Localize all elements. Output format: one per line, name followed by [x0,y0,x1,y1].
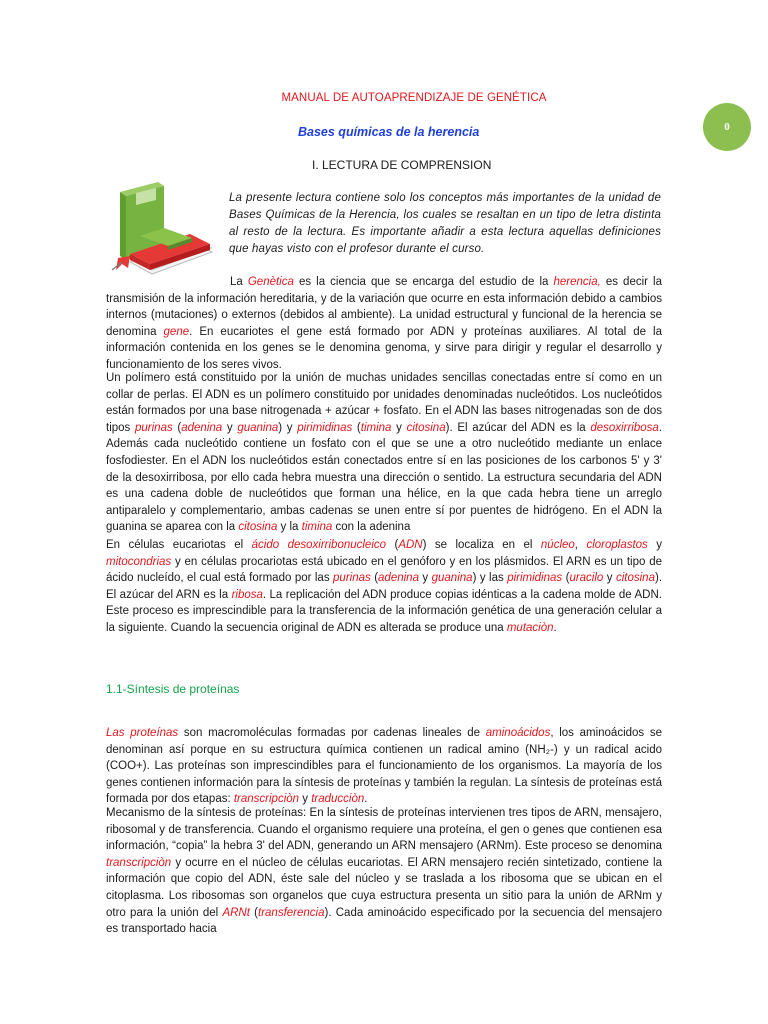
paragraph-mecanismo: Mecanismo de la síntesis de proteínas: En la síntesis de proteínas intervienen tres tipos de ARN, mensajero, ribosomal y de transferencia. Cuando el organismo requiere una proteína, el gen o genes que contienen esa información, “copia” la hebra 3' del ADN, generando un ARN mensajero (ARNm). Este proceso se denomina transcripciòn y ocurre en el núcleo de células eucariotas. El ARN mensajero recién sintetizado, contiene la información que copio del ADN, éste sale del núcleo y se traslada a los ribosoma que se ubican en el citoplasma. Los ribosomas son organelos que cuya estructura presenta un sitio para la unión de ARNm y otro para la unión del ARNt (transferencia). Cada aminoácido especificado por la secuencia del mensajero es transportado hacia [106,807,663,936]
page-number-badge: 0 [703,103,751,151]
subsection-heading: 1.1-Síntesis de proteínas [106,682,240,696]
section-heading: I. LECTURA DE COMPRENSION [312,158,492,172]
books-icon [100,178,220,280]
document-title: MANUAL DE AUTOAPRENDIZAJE DE GENÉTICA [281,92,547,104]
paragraph-polimero: Un polímero está constituido por la unión de muchas unidades sencillas conectadas entre sí como en un collar de perlas. El ADN es un polímero constituido por unidades denominadas nucleótidos. Los nucleótidos están formados por una base nitrogenada + azúcar + fosfato. En el ADN las bases nitrogenadas son de dos tipos purinas (adenina y guanina) y pirimidinas (timina y citosina). El azúcar del ADN es la desoxirribosa. Además cada nucleótido contiene un fosfato con el que se une a otro nucleótido mediante un enlace fosfodiester. En el ADN los nucleótidos están conectados entre sí en las posiciones de los carbonos 5' y 3' de la desoxirribosa, por ello cada hebra muestra una dirección o sentido. La estructura secundaria del ADN es una cadena doble de nucleótidos que forman una hélice, en la que cada hebra tiene un arreglo antiparalelo y complementario, ambas cadenas se unen entre sí por puentes de hidrógeno. En el ADN la guanina se aparea con la citosina y la timina con la adenina [106,372,662,534]
paragraph-genetica: La Genètica es la ciencia que se encarga del estudio de la herencia, es decir la transmisión de la información hereditaria, y de la variación que ocurre en esta información debido a cambios internos (mutaciones) o externos (debidos al ambiente). La unidad estructural y funcional de la herencia se denomina gene. En eucariotes el gene está formado por ADN y proteínas auxiliares. Al total de la información contenida en los genes se le denomina genoma, y sirve para dirigir y regular el desarrollo y funcionamiento de los seres vivos. [106,276,662,371]
paragraph-celulas: En células eucariotas el ácido desoxirribonucleico (ADN) se localiza en el núcleo, cloroplastos y mitocondrias y en células procariotas está ubicado en el genóforo y en los plásmidos. El ARN es un tipo de ácido nucleído, el cual está formado por las purinas (adenina y guanina) y las pirimidinas (uracilo y citosina). El azúcar del ARN es la ribosa. La replicación del ADN produce copias idénticas a la cadena molde de ADN. Este proceso es imprescindible para la transferencia de la información genética de una generación celular a la siguiente. Cuando la secuencia original de ADN es alterada se produce una mutaciòn. [106,539,663,634]
intro-paragraph: La presente lectura contiene solo los conceptos más importantes de la unidad de Bases Químicas de la Herencia, los cuales se resaltan en un tipo de letra distinta al resto de la lectura. Es importante añadir a esta lectura aquellas definiciones que hayas visto con el profesor durante el curso. [229,192,661,255]
paragraph-proteinas: Las proteínas son macromoléculas formadas por cadenas lineales de aminoácidos, los aminoácidos se denominan así porque en su estructura química contienen un radical amino (NH₂-) y un radical acido (COO+). Las proteínas son imprescindibles para el funcionamiento de los organismos. La mayoría de los genes contienen información para la síntesis de proteínas y también la regulan. La síntesis de proteínas está formada por dos etapas: transcripciòn y traducciòn. [106,727,663,806]
document-subtitle: Bases químicas de la herencia [298,125,480,139]
